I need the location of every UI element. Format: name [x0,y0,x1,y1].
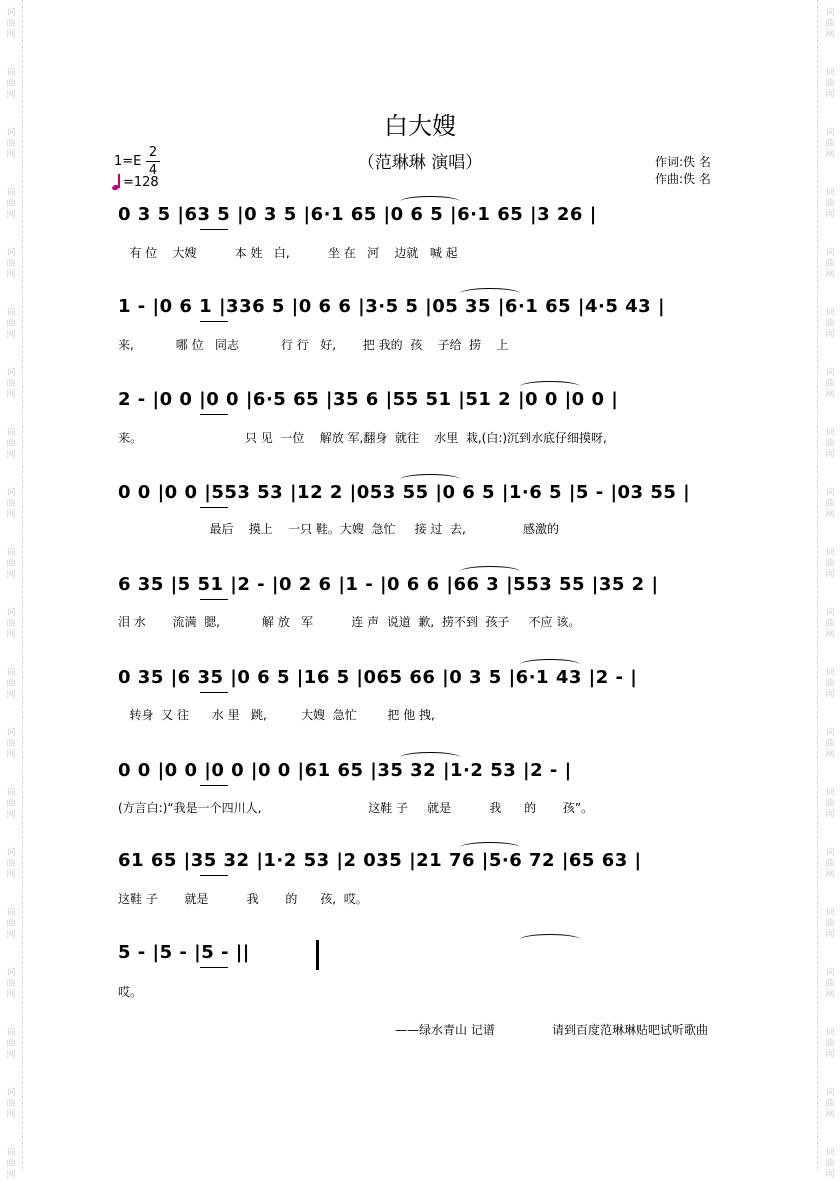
slur [460,288,520,299]
watermark-text: 词曲网 [825,908,835,940]
watermark-text: 词曲网 [825,1148,835,1180]
time-signature-top: 2 [148,145,158,160]
notation-line: 0 0 |0 0 |553 53 |12 2 |053 55 |0 6 5 |1·6 5 |5 - |03 55 | [118,482,691,503]
composer-credit: 作曲:佚 名 [655,172,711,186]
lyrics-line: 转身 又 往 水 里 跳, 大嫂 急忙 把 他 拽, [118,708,435,722]
lyrics-line: 来, 哪 位 同志 行 行 好, 把 我的 孩 子给 捞 上 [118,338,509,352]
watermark-text: 词曲网 [825,248,835,280]
slur [460,566,520,577]
song-subtitle: （范琳琳 演唱） [357,153,483,173]
time-signature-bar [146,161,160,162]
slur [520,934,580,945]
eighth-note-beam [200,507,228,508]
slur [400,196,460,207]
lyrics-line: 这鞋 子 就是 我 的 孩, 哎。 [118,892,368,906]
watermark-text: 词曲网 [6,548,16,580]
tempo-value: =128 [123,175,159,190]
watermark-text: 词曲网 [6,1028,16,1060]
watermark-text: 词曲网 [6,728,16,760]
eighth-note-beam [200,692,228,693]
lyrics-line: 泪 水 流满 腮, 解 放 军 连 声 说道 歉, 捞不到 孩子 不应 该。 [118,615,581,629]
watermark-text: 词曲网 [825,308,835,340]
left-watermark-strip [0,0,23,1180]
eighth-note-beam [200,967,228,968]
quarter-note-icon [112,174,123,190]
watermark-text: 词曲网 [6,8,16,40]
lyrics-line: 来。 只 见 一位 解放 军,翻身 就往 水里 栽,(白:)沉到水底仔细摸呀, [118,431,607,445]
lyrics-line: (方言白:)“我是一个四川人, 这鞋 子 就是 我 的 孩”。 [118,801,594,815]
eighth-note-beam [200,229,228,230]
watermark-text: 词曲网 [6,908,16,940]
notation-line: 0 0 |0 0 |0 0 |0 0 |61 65 |35 32 |1·2 53 |2 - | [118,760,572,781]
lyrics-line: 最后 摸上 一只 鞋。大嫂 急忙 接 过 去, 感激的 [118,522,560,536]
eighth-note-beam [200,785,228,786]
watermark-text: 词曲网 [6,1088,16,1120]
watermark-text: 词曲网 [6,788,16,820]
notation-line: 1 - |0 6 1 |336 5 |0 6 6 |3·5 5 |05 35 |6·1 65 |4·5 43 | [118,296,666,317]
right-watermark-strip [817,0,840,1180]
watermark-text: 词曲网 [825,848,835,880]
notation-line: 0 3 5 |63 5 |0 3 5 |6·1 65 |0 6 5 |6·1 65 |3 26 | [118,204,597,225]
notation-line: 5 - |5 - |5 - || [118,942,250,963]
watermark-text: 词曲网 [6,368,16,400]
watermark-text: 词曲网 [6,248,16,280]
watermark-text: 词曲网 [825,368,835,400]
notation-line: 2 - |0 0 |0 0 |6·5 65 |35 6 |55 51 |51 2 |0 0 |0 0 | [118,389,619,410]
transcriber-credit: ——绿水青山 记谱 [395,1023,495,1037]
watermark-text: 词曲网 [825,488,835,520]
notation-line: 61 65 |35 32 |1·2 53 |2 035 |21 76 |5·6 72 |65 63 | [118,850,642,871]
watermark-text: 词曲网 [6,1148,16,1180]
watermark-text: 词曲网 [825,428,835,460]
watermark-text: 词曲网 [6,488,16,520]
watermark-text: 词曲网 [825,188,835,220]
watermark-text: 词曲网 [825,788,835,820]
watermark-text: 词曲网 [825,8,835,40]
watermark-text: 词曲网 [825,608,835,640]
watermark-text: 词曲网 [6,668,16,700]
watermark-text: 词曲网 [6,968,16,1000]
watermark-text: 词曲网 [6,308,16,340]
watermark-text: 词曲网 [6,608,16,640]
tempo-marking [112,174,159,190]
eighth-note-beam [200,599,228,600]
slur [400,474,460,485]
final-barline [316,940,319,970]
slur [520,381,580,392]
eighth-note-beam [200,414,228,415]
watermark-text: 词曲网 [825,668,835,700]
song-title: 白大嫂 [384,112,456,140]
listen-note: 请到百度范琳琳贴吧试听歌曲 [552,1023,709,1037]
watermark-text: 词曲网 [825,1088,835,1120]
lyrics-line: 哎。 [118,985,143,999]
watermark-text: 词曲网 [6,848,16,880]
key-signature: 1=E [114,154,142,169]
watermark-text: 词曲网 [825,1028,835,1060]
watermark-text: 词曲网 [6,128,16,160]
time-signature-bottom: 4 [148,163,158,178]
watermark-text: 词曲网 [825,968,835,1000]
slur [460,842,520,853]
watermark-text: 词曲网 [825,68,835,100]
lyrics-line: 有 位 大嫂 本 姓 白, 坐 在 河 边就 喊 起 [118,246,458,260]
eighth-note-beam [200,321,228,322]
eighth-note-beam [200,875,228,876]
watermark-text: 词曲网 [825,128,835,160]
notation-line: 0 35 |6 35 |0 6 5 |16 5 |065 66 |0 3 5 |6·1 43 |2 - | [118,667,638,688]
watermark-text: 词曲网 [825,728,835,760]
slur [400,752,460,763]
lyricist-credit: 作词:佚 名 [655,155,711,169]
slur [520,659,580,670]
watermark-text: 词曲网 [6,68,16,100]
watermark-text: 词曲网 [6,188,16,220]
notation-line: 6 35 |5 51 |2 - |0 2 6 |1 - |0 6 6 |66 3 |553 55 |35 2 | [118,574,659,595]
watermark-text: 词曲网 [6,428,16,460]
watermark-text: 词曲网 [825,548,835,580]
